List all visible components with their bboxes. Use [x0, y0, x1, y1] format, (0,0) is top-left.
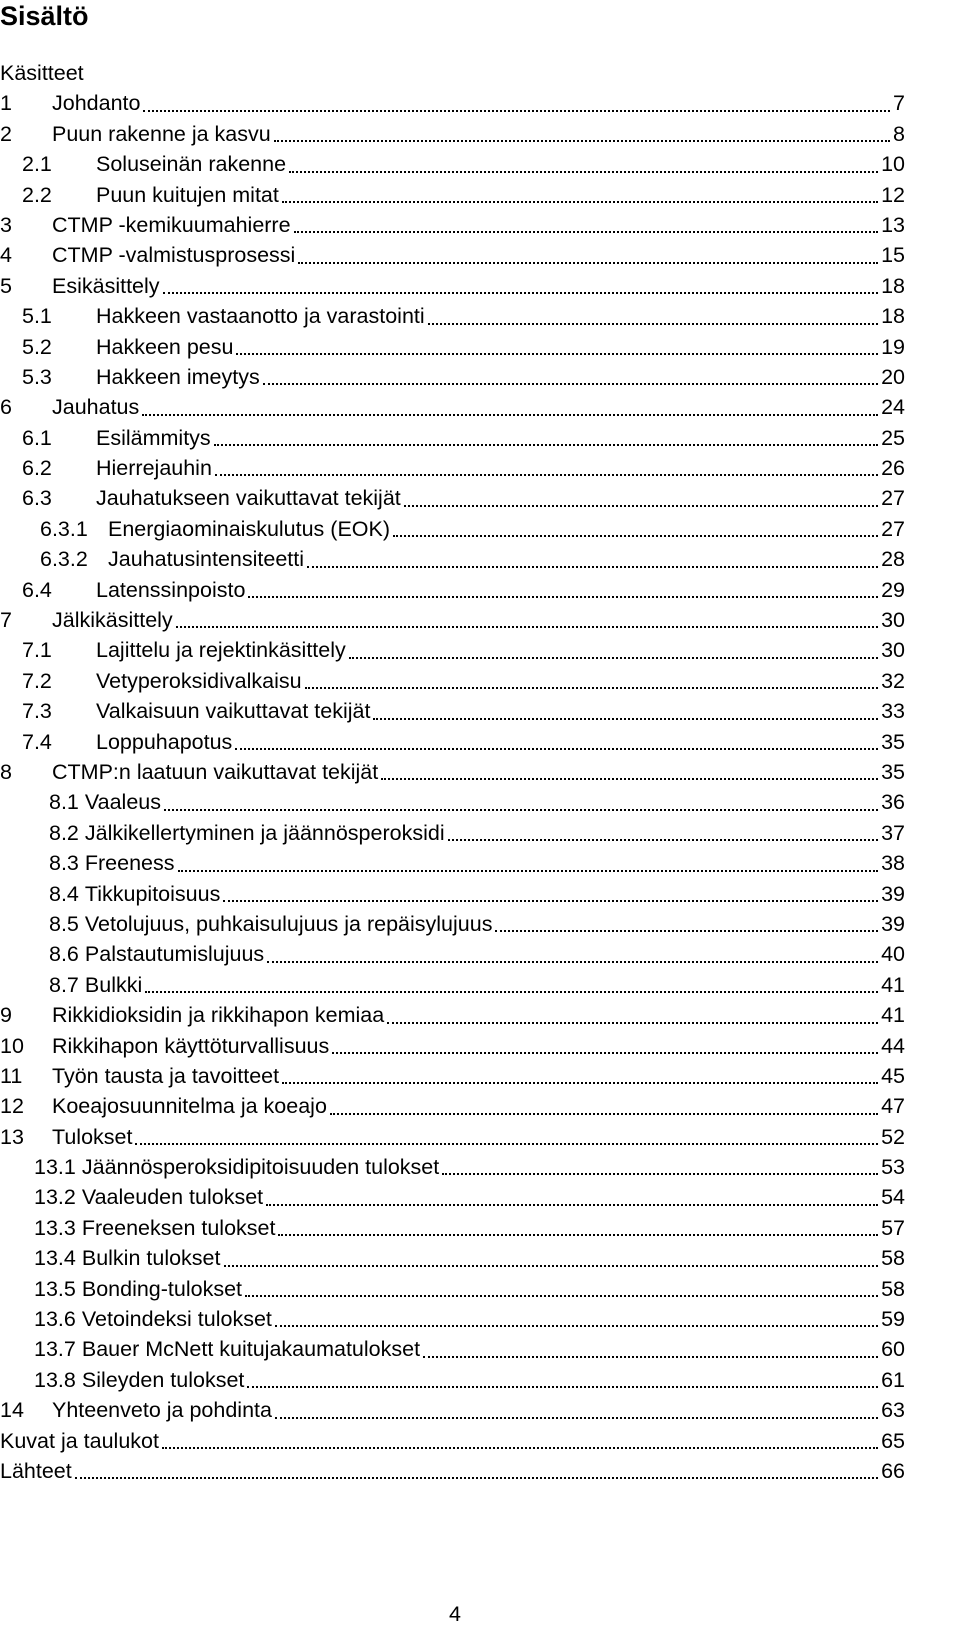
toc-entry-page: 38: [881, 851, 905, 876]
toc-dot-leader: [423, 1354, 878, 1358]
toc-entry[interactable]: [0, 1091, 905, 1121]
toc-dot-leader: [163, 290, 879, 294]
toc-entry-title: Energiaominaiskulutus (EOK): [108, 516, 391, 541]
toc-entry-page: 13: [881, 212, 905, 237]
toc-entry-page: 19: [881, 334, 905, 359]
toc-dot-leader: [404, 503, 878, 507]
toc-entry[interactable]: [0, 1122, 905, 1152]
toc-dot-leader: [75, 1475, 878, 1479]
toc-entry-number: 2.1: [22, 152, 52, 177]
toc-entry[interactable]: [0, 271, 905, 301]
toc-entry-number: 7.4: [22, 729, 52, 754]
toc-entry-page: 36: [881, 790, 905, 815]
toc-entry-page: 35: [881, 759, 905, 784]
toc-entry-title: Vaaleus: [84, 790, 161, 815]
toc-entry-title: Bulkin tulokset: [81, 1246, 221, 1271]
toc-entry-page: 30: [881, 608, 905, 633]
toc-entry-number: 7.3: [22, 699, 52, 724]
toc-entry-number: 6.3.2: [40, 547, 88, 572]
toc-entry[interactable]: [0, 635, 905, 665]
toc-entry-number: 14: [0, 1398, 24, 1423]
toc-dot-leader: [387, 1020, 878, 1024]
toc-entry-number: 8.1: [49, 790, 79, 815]
toc-entry-number: 8.7: [49, 972, 79, 997]
toc-entry[interactable]: [0, 362, 905, 392]
toc-entry-number: 8.3: [49, 851, 79, 876]
toc-entry[interactable]: [0, 119, 905, 149]
toc-entry-number: 6.4: [22, 577, 52, 602]
toc-entry-page: 61: [881, 1367, 905, 1392]
toc-entry-number: 5: [0, 273, 12, 298]
toc-entry-number: 9: [0, 1003, 12, 1028]
toc-entry-number: 6.3: [22, 486, 52, 511]
toc-entry-number: 8.2: [49, 820, 79, 845]
toc-entry-number: 5.1: [22, 304, 52, 329]
toc-entry-number: 7: [0, 608, 12, 633]
toc-entry-page: 52: [881, 1124, 905, 1149]
toc-entry-title: Vetolujuus, puhkaisulujuus ja repäisylujuus: [84, 911, 493, 936]
toc-dot-leader: [142, 412, 878, 416]
toc-entry-page: 45: [881, 1063, 905, 1088]
toc-entry-page: 12: [881, 182, 905, 207]
toc-entry-page: 27: [881, 486, 905, 511]
toc-entry-number: 7.2: [22, 668, 52, 693]
toc-entry[interactable]: [0, 605, 905, 635]
toc-entry-page: 26: [881, 456, 905, 481]
toc-entry-number: 5.3: [22, 364, 52, 389]
toc-entry-page: 65: [881, 1428, 905, 1453]
toc-entry-page: 20: [881, 364, 905, 389]
toc-entry-page: 24: [881, 395, 905, 420]
page-number: 4: [449, 1602, 461, 1626]
toc-entry[interactable]: [0, 1334, 905, 1364]
toc-dot-leader: [235, 746, 878, 750]
toc-entry-title: Bonding-tulokset: [81, 1276, 243, 1301]
toc-dot-leader: [275, 1323, 878, 1327]
toc-entry-page: 18: [881, 273, 905, 298]
toc-entry-title: Vetoindeksi tulokset: [81, 1307, 272, 1332]
toc-dot-leader: [298, 260, 878, 264]
toc-entry-number: 12: [0, 1094, 24, 1119]
toc-entry-title: Lähteet: [0, 1458, 72, 1483]
toc-dot-leader: [349, 655, 878, 659]
toc-dot-leader: [282, 1080, 878, 1084]
toc-entry-title: Hakkeen pesu: [96, 334, 234, 359]
toc-entry[interactable]: [0, 210, 905, 240]
toc-entry-title: Hakkeen imeytys: [96, 364, 260, 389]
toc-entry-number: 6.3.1: [40, 516, 88, 541]
toc-entry-page: 66: [881, 1458, 905, 1483]
toc-entry-number: 2: [0, 121, 12, 146]
toc-entry[interactable]: [0, 1182, 905, 1212]
toc-entry-title: Vetyperoksidivalkaisu: [96, 668, 302, 693]
toc-entry-title: Puun kuitujen mitat: [96, 182, 279, 207]
toc-entry-page: 28: [881, 547, 905, 572]
toc-entry[interactable]: [0, 909, 905, 939]
toc-entry-page: 18: [881, 304, 905, 329]
toc-entry-number: 2.2: [22, 182, 52, 207]
toc-dot-leader: [373, 716, 878, 720]
toc-entry[interactable]: [0, 240, 905, 270]
toc-entry-page: 63: [881, 1398, 905, 1423]
toc-dot-leader: [176, 624, 878, 628]
toc-entry-title: Valkaisuun vaikuttavat tekijät: [96, 699, 371, 724]
toc-entry-page: 39: [881, 881, 905, 906]
toc-entry-page: 32: [881, 668, 905, 693]
toc-entry-title: Loppuhapotus: [96, 729, 233, 754]
toc-entry-title: Freeneksen tulokset: [81, 1215, 276, 1240]
toc-entry[interactable]: [0, 1243, 905, 1273]
toc-entry-title: Koeajosuunnitelma ja koeajo: [52, 1094, 327, 1119]
toc-dot-leader: [381, 776, 878, 780]
toc-dot-leader: [266, 1202, 878, 1206]
toc-entry-page: 8: [893, 121, 905, 146]
toc-entry-title: Esilämmitys: [96, 425, 211, 450]
toc-dot-leader: [263, 381, 878, 385]
toc-entry[interactable]: [0, 575, 905, 605]
toc-dot-leader: [282, 199, 878, 203]
toc-entry[interactable]: [0, 1365, 905, 1395]
toc-entry[interactable]: [0, 1213, 905, 1243]
toc-entry[interactable]: [0, 301, 905, 331]
toc-entry[interactable]: [0, 544, 905, 574]
toc-entry-title: Rikkidioksidin ja rikkihapon kemiaa: [52, 1003, 385, 1028]
toc-entry-page: 10: [881, 152, 905, 177]
toc-entry-number: 13.5: [34, 1276, 76, 1301]
toc-entry-title: Bulkki: [84, 972, 143, 997]
toc-entry-title: CTMP -kemikuumahierre: [52, 212, 291, 237]
toc-entry-number: 13.3: [34, 1215, 76, 1240]
toc-dot-leader: [307, 564, 878, 568]
toc-entry-number: 1: [0, 91, 12, 116]
toc-entry-title: Palstautumislujuus: [84, 942, 265, 967]
toc-dot-leader: [245, 1293, 878, 1297]
toc-entry-page: 57: [881, 1215, 905, 1240]
toc-entry[interactable]: [0, 939, 905, 969]
toc-entry-title: Bauer McNett kuitujakaumatulokset: [81, 1337, 421, 1362]
toc-entry[interactable]: [0, 1000, 905, 1030]
toc-entry-number: 8: [0, 759, 12, 784]
toc-entry-page: 39: [881, 911, 905, 936]
toc-dot-leader: [162, 1445, 878, 1449]
toc-entry-page: 60: [881, 1337, 905, 1362]
toc-entry-number: 6: [0, 395, 12, 420]
toc-entry-number: 8.4: [49, 881, 79, 906]
toc-entry[interactable]: [0, 696, 905, 726]
toc-entry-number: 13.1: [34, 1155, 76, 1180]
toc-entry[interactable]: [0, 180, 905, 210]
toc-entry-title: Latenssinpoisto: [96, 577, 246, 602]
toc-entry-page: 29: [881, 577, 905, 602]
toc-entry-title: Jäännösperoksidipitoisuuden tulokset: [81, 1155, 440, 1180]
toc-entry[interactable]: [0, 1304, 905, 1334]
toc-entry[interactable]: [0, 787, 905, 817]
toc-entry-title: Puun rakenne ja kasvu: [52, 121, 271, 146]
toc-entry-page: 15: [881, 243, 905, 268]
toc-entry-number: 13: [0, 1124, 24, 1149]
toc-entry-title: Kuvat ja taulukot: [0, 1428, 159, 1453]
toc-entry-number: 13.4: [34, 1246, 76, 1271]
toc-entry-page: 41: [881, 1003, 905, 1028]
toc-entry[interactable]: [0, 483, 905, 513]
toc-entry-title: Rikkihapon käyttöturvallisuus: [52, 1033, 330, 1058]
toc-entry-page: 37: [881, 820, 905, 845]
toc-entry-title: Sileyden tulokset: [81, 1367, 245, 1392]
toc-entry-title: Soluseinän rakenne: [96, 152, 287, 177]
toc-dot-leader: [289, 169, 878, 173]
toc-entry[interactable]: [0, 332, 905, 362]
toc-entry-page: 30: [881, 638, 905, 663]
toc-entry[interactable]: [0, 423, 905, 453]
toc-entry[interactable]: [0, 757, 905, 787]
toc-entry-page: 25: [881, 425, 905, 450]
toc-dot-leader: [294, 229, 879, 233]
toc-dot-leader: [305, 685, 879, 689]
toc-entry-title: Jauhatukseen vaikuttavat tekijät: [96, 486, 401, 511]
toc-entry-number: 6.2: [22, 456, 52, 481]
toc-dot-leader: [223, 898, 878, 902]
toc-entry-page: 47: [881, 1094, 905, 1119]
toc-entry-title: Johdanto: [52, 91, 141, 116]
toc-entry-page: 40: [881, 942, 905, 967]
toc-entry-number: 3: [0, 212, 12, 237]
toc-entry-title: Jälkikäsittely: [52, 608, 173, 633]
toc-entry-title: Vaaleuden tulokset: [81, 1185, 264, 1210]
toc-entry-title: Käsitteet: [0, 61, 84, 85]
toc-entry-number: 13.7: [34, 1337, 76, 1362]
toc-entry[interactable]: [0, 1061, 905, 1091]
toc-entry[interactable]: [0, 514, 905, 544]
toc-dot-leader: [428, 321, 878, 325]
toc-entry-page: 33: [881, 699, 905, 724]
toc-dot-leader: [274, 138, 890, 142]
toc-entry[interactable]: [0, 1274, 905, 1304]
toc-dot-leader: [236, 351, 878, 355]
toc-entry-number: 8.5: [49, 911, 79, 936]
toc-entry-page: 58: [881, 1276, 905, 1301]
toc-entry[interactable]: [0, 1456, 905, 1486]
toc-entry[interactable]: [0, 1031, 905, 1061]
toc-entry-page: 59: [881, 1307, 905, 1332]
toc-entry-title: CTMP -valmistusprosessi: [52, 243, 296, 268]
toc-entry-page: 35: [881, 729, 905, 754]
toc-dot-leader: [448, 837, 878, 841]
toc-dot-leader: [248, 594, 878, 598]
toc-entry-title: Työn tausta ja tavoitteet: [52, 1063, 280, 1088]
toc-entry[interactable]: [0, 88, 905, 118]
toc-entry[interactable]: [0, 848, 905, 878]
toc-entry-title: Tulokset: [52, 1124, 133, 1149]
toc-entry-page: 27: [881, 516, 905, 541]
toc-dot-leader: [332, 1050, 878, 1054]
toc-entry[interactable]: [0, 970, 905, 1000]
toc-dot-leader: [145, 989, 878, 993]
toc-entry-title: Jauhatus: [52, 395, 140, 420]
toc-entry-number: 13.8: [34, 1367, 76, 1392]
toc-dot-leader: [214, 442, 878, 446]
toc-entry-number: 4: [0, 243, 12, 268]
toc-dot-leader: [495, 928, 878, 932]
toc-dot-leader: [224, 1263, 879, 1267]
toc-dot-leader: [275, 1415, 878, 1419]
toc-dot-leader: [215, 472, 878, 476]
toc-entry-page: 53: [881, 1155, 905, 1180]
toc-entry[interactable]: [0, 149, 905, 179]
toc-entry[interactable]: [0, 392, 905, 422]
toc-entry-number: 8.6: [49, 942, 79, 967]
toc-entry-title: Jälkikellertyminen ja jäännösperoksidi: [84, 820, 445, 845]
toc-entry[interactable]: [0, 818, 905, 848]
toc-dot-leader: [442, 1171, 878, 1175]
table-of-contents: [0, 58, 905, 1486]
toc-entry-page: 44: [881, 1033, 905, 1058]
toc-entry-title: Freeness: [84, 851, 175, 876]
toc-entry-number: 11: [0, 1063, 23, 1088]
toc-entry-page: 58: [881, 1246, 905, 1271]
toc-dot-leader: [393, 533, 878, 537]
toc-entry-page: 7: [893, 91, 905, 116]
toc-dot-leader: [267, 959, 878, 963]
toc-entry[interactable]: [0, 1426, 905, 1456]
toc-entry-number: 13.6: [34, 1307, 76, 1332]
toc-entry-title: Tikkupitoisuus: [84, 881, 221, 906]
toc-entry[interactable]: [0, 879, 905, 909]
toc-entry-number: 6.1: [22, 425, 52, 450]
toc-dot-leader: [330, 1111, 878, 1115]
toc-entry-number: 5.2: [22, 334, 52, 359]
toc-dot-leader: [178, 868, 879, 872]
toc-entry-title: Lajittelu ja rejektinkäsittely: [96, 638, 346, 663]
toc-entry-number: 10: [0, 1033, 24, 1058]
page-title: Sisältö: [0, 1, 89, 31]
toc-entry[interactable]: [0, 58, 905, 88]
toc-entry[interactable]: [0, 453, 905, 483]
toc-entry[interactable]: [0, 727, 905, 757]
toc-dot-leader: [247, 1384, 878, 1388]
toc-entry-page: 41: [881, 972, 905, 997]
toc-entry-title: Hakkeen vastaanotto ja varastointi: [96, 304, 425, 329]
toc-entry-number: 13.2: [34, 1185, 76, 1210]
toc-entry-title: CTMP:n laatuun vaikuttavat tekijät: [52, 759, 379, 784]
toc-entry-number: 7.1: [22, 638, 52, 663]
toc-entry-title: Yhteenveto ja pohdinta: [52, 1398, 272, 1423]
toc-entry[interactable]: [0, 1395, 905, 1425]
toc-entry[interactable]: [0, 1152, 905, 1182]
toc-dot-leader: [143, 108, 890, 112]
toc-dot-leader: [135, 1141, 878, 1145]
toc-dot-leader: [278, 1232, 878, 1236]
toc-entry-title: Esikäsittely: [52, 273, 160, 298]
toc-entry-page: 54: [881, 1185, 905, 1210]
toc-dot-leader: [164, 807, 878, 811]
toc-entry-title: Jauhatusintensiteetti: [108, 547, 305, 572]
toc-entry[interactable]: [0, 666, 905, 696]
toc-entry-title: Hierrejauhin: [96, 456, 212, 481]
